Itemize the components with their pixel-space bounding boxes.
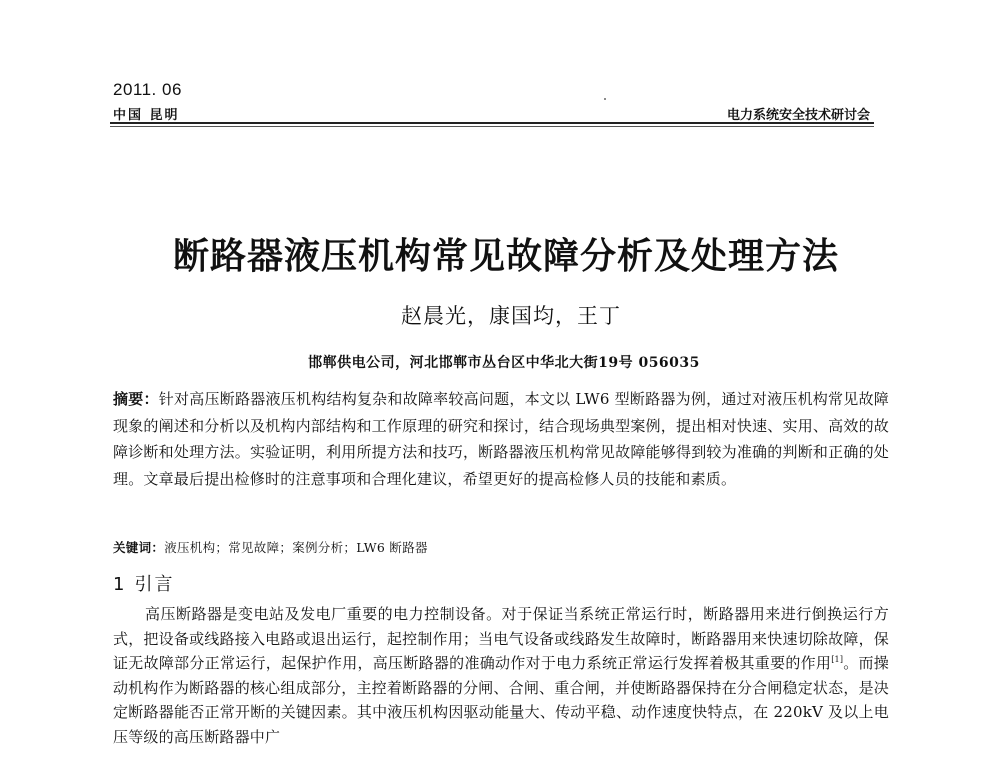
header-location: 中国 昆明 — [113, 108, 180, 123]
paper-affiliation: 邯郸供电公司，河北邯郸市丛台区中华北大街19号 056035 — [308, 355, 700, 371]
paper-title: 断路器液压机构常见故障分析及处理方法 — [172, 236, 839, 277]
paper-authors: 赵晨光，康国均，王丁 — [401, 304, 621, 328]
header-date: 2011. 06 — [113, 80, 182, 99]
keywords-text: 液压机构；常见故障；案例分析；LW6 断路器 — [164, 540, 428, 555]
keywords — [113, 538, 428, 556]
body-text-part1: 高压断路器是变电站及发电厂重要的电力控制设备。对于保证当系统正常运行时，断路器用来进行倒换运行方式，把设备或线路接入电路或退出运行，起控制作用；当电气设备或线路发生故障时，断路器用来快速切除故障，保证无故障部分正常运行，起保护作用，高压断路器的准确动作对于电力系统正常运行发挥着极其重要的作用 — [113, 605, 889, 672]
citation-ref: [1] — [831, 655, 844, 664]
header-conference-name: 电力系统安全技术研讨会 — [726, 108, 870, 123]
keywords-label: 关键词： — [113, 540, 165, 555]
section-heading — [113, 570, 174, 596]
section-number: 1 — [113, 574, 127, 595]
section-title: 引言 — [134, 574, 175, 595]
header-rule — [110, 122, 874, 124]
abstract-text: 针对高压断路器液压机构结构复杂和故障率较高问题，本文以 LW6 型断路器为例，通过对液压机构常见故障现象的阐述和分析以及机构内部结构和工作原理的研究和探讨，结合现场典型案例，提出相对快速、实用、高效的故障诊断和处理方法。实验证明，利用所提方法和技巧，断路器液压机构常见故障能够得到较为准确的判断和正确的处理。文章最后提出检修时的注意事项和合理化建议，希望更好的提高检修人员的技能和素质。 — [113, 390, 889, 488]
scan-speck — [604, 98, 606, 100]
body-paragraph — [113, 602, 889, 749]
abstract — [113, 386, 889, 492]
header-rule-thin — [110, 126, 874, 127]
abstract-label: 摘要： — [113, 390, 159, 408]
body-text-part2: 。而操动机构作为断路器的核心组成部分，主控着断路器的分闸、合闸、重合闸，并使断路器保持在分合闸稳定状态，是决定断路器能否正常开断的关键因素。其中液压机构因驱动能量大、传动平稳、动作速度快特点，在 220kV 及以上电压等级的高压断路器中广 — [113, 654, 889, 746]
